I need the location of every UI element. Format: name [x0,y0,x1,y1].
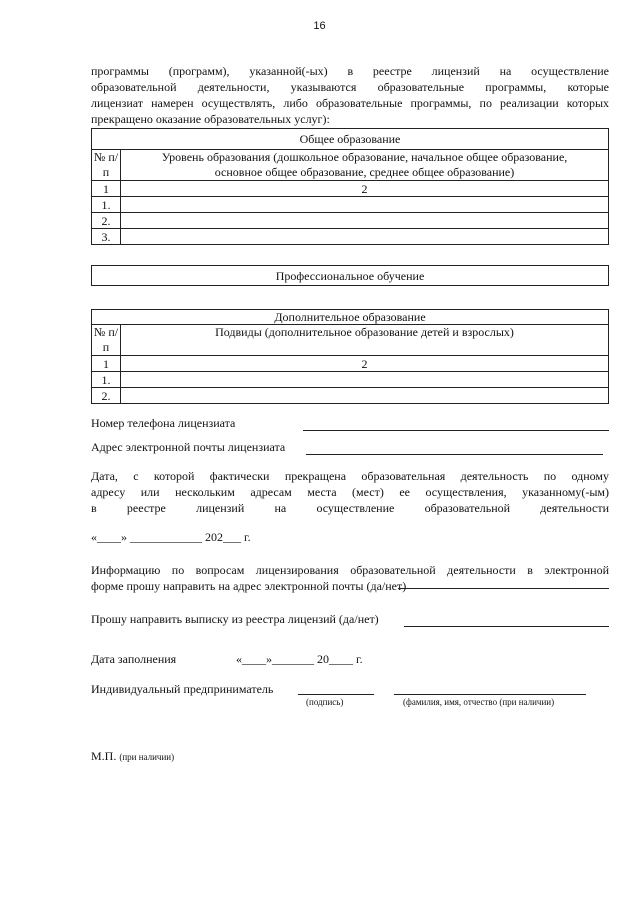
paragraph-line: форме прошу направить на адрес электронной почты (да/нет) [91,579,407,593]
row-cell[interactable] [121,372,609,388]
row-number: 1. [92,197,121,213]
table-row [92,388,609,404]
row-number: 2. [92,213,121,229]
phone-label: Номер телефона лицензиата [91,416,236,430]
column-number-index: 2 [121,181,609,197]
column-header-number: № п/п [92,150,121,181]
table-title: Профессиональное обучение [92,266,609,286]
extract-answer-field[interactable] [404,626,609,627]
column-number-index: 1 [92,181,121,197]
paragraph-line: в реестре лицензий на осуществление образовательной деятельности [91,501,609,515]
termination-date-paragraph [91,468,609,516]
intro-paragraph [91,63,609,127]
intro-line: лицензиат намерен осуществлять, либо образовательные программы, по реализации которых [91,96,609,110]
email-field[interactable] [306,454,603,455]
fill-date-field[interactable]: «____»_______ 20____ г. [236,652,363,666]
paragraph-line: Дата, с которой фактически прекращена образовательная деятельность по одному [91,469,609,483]
stamp-label [91,749,174,764]
table-row [92,229,609,245]
row-cell[interactable] [121,197,609,213]
info-answer-field[interactable] [398,588,609,589]
table-row [92,197,609,213]
signature-field[interactable] [298,694,374,695]
row-cell[interactable] [121,229,609,245]
full-name-field[interactable] [394,694,586,695]
row-number: 2. [92,388,121,404]
row-number: 3. [92,229,121,245]
intro-line: прекращено оказание образовательных услуг): [91,112,330,126]
paragraph-line: адресу или нескольким адресам места (мест) ее осуществления, указанному(-ым) [91,485,609,499]
table-title: Общее образование [92,129,609,150]
row-number: 1. [92,372,121,388]
email-label: Адрес электронной почты лицензиата [91,440,286,454]
stamp-text: М.П. [91,749,117,763]
general-education-table [91,128,609,245]
header-line: основное общее образование, среднее общее образование) [214,165,515,179]
intro-line: программы (программ), указанной(-ых) в реестре лицензий на осуществление [91,64,609,78]
page-number: 16 [313,20,326,32]
row-cell[interactable] [121,388,609,404]
table-row [92,372,609,388]
entrepreneur-label: Индивидуальный предприниматель [91,682,274,696]
column-header-subtypes: Подвиды (дополнительное образование детей и взрослых) [121,325,609,356]
header-line: Уровень образования (дошкольное образование, начальное общее образование, [161,150,568,164]
signature-caption: (подпись) [306,697,344,707]
phone-field[interactable] [303,430,609,431]
additional-education-table [91,309,609,404]
intro-line: образовательной деятельности, указываются образовательные программы, которые [91,80,609,94]
termination-date-field[interactable]: «____» ____________ 202___ г. [91,530,251,544]
full-name-caption: (фамилия, имя, отчество (при наличии) [403,697,555,707]
paragraph-line: Информацию по вопросам лицензирования образовательной деятельности в электронной [91,563,609,577]
extract-label: Прошу направить выписку из реестра лицензий (да/нет) [91,612,379,626]
column-header-level [121,150,609,181]
table-title: Дополнительное образование [92,310,609,325]
professional-training-table [91,265,609,286]
info-paragraph [91,562,609,594]
column-number-index: 1 [92,356,121,372]
stamp-note: (при наличии) [119,752,175,762]
table-row [92,213,609,229]
fill-date-label: Дата заполнения [91,652,177,666]
column-header-number: № п/п [92,325,121,356]
row-cell[interactable] [121,213,609,229]
column-number-index: 2 [121,356,609,372]
